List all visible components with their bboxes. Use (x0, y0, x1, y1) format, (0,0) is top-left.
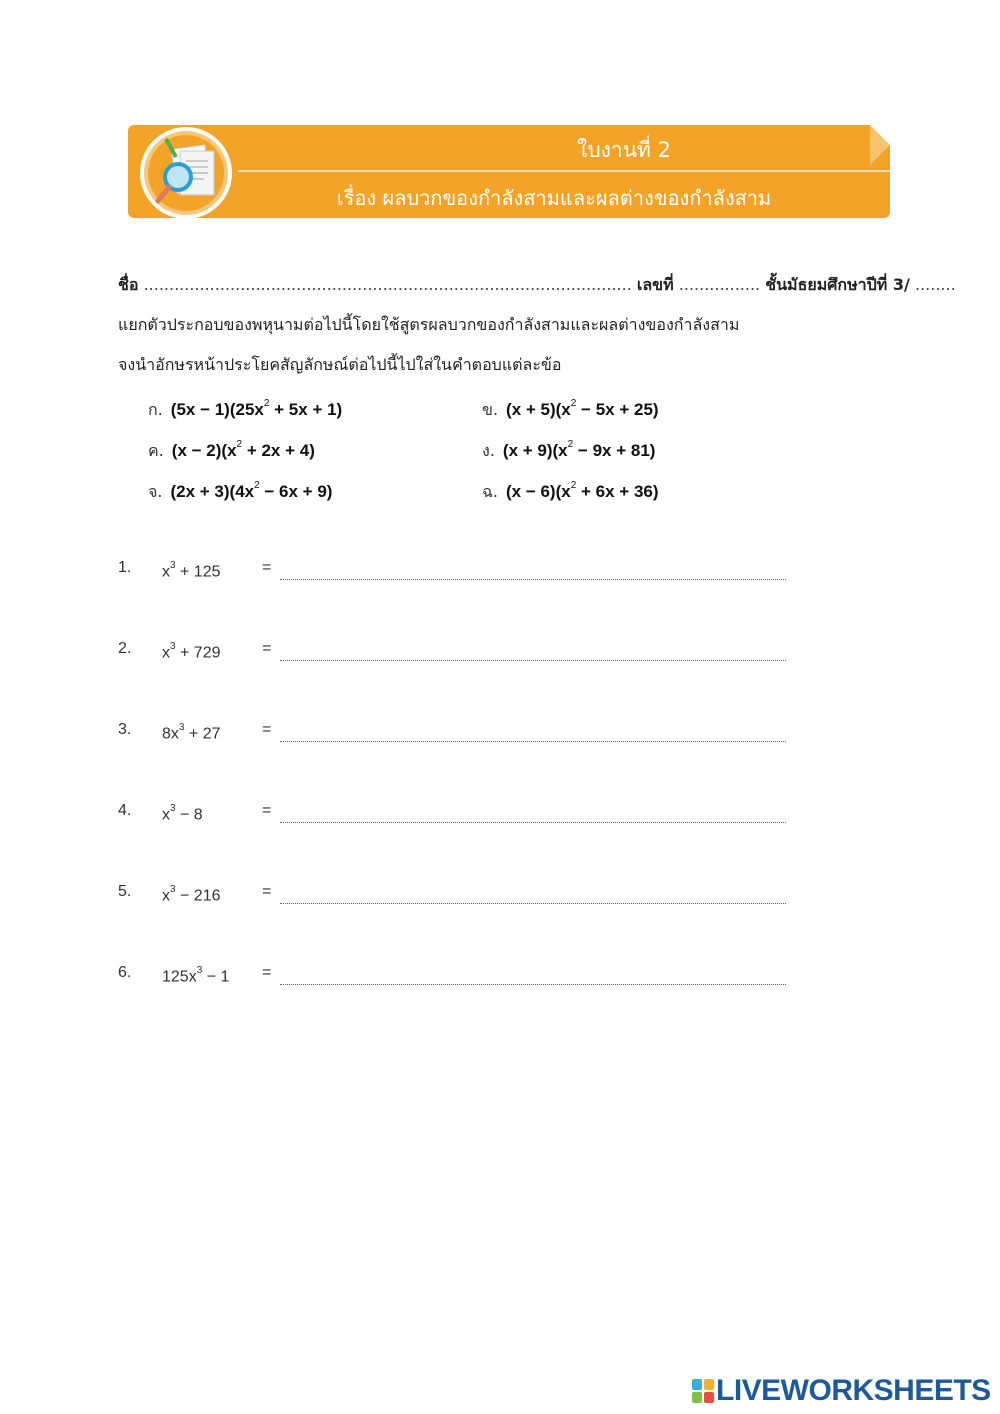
option-item (482, 393, 659, 423)
liveworksheets-logo[interactable] (692, 1376, 992, 1406)
question-expression: $x^3 + 125$ (162, 560, 221, 581)
answer-input[interactable] (280, 801, 786, 823)
question-row (118, 715, 798, 745)
student-info-line (118, 272, 956, 298)
answer-input[interactable] (280, 639, 786, 661)
class-label: ชั้นมัธยมศึกษาปีที่ 3/ (765, 275, 910, 294)
equals-sign: = (262, 802, 272, 819)
worksheet-subtitle: เรื่อง ผลบวกของกำลังสามและผลต่างของกำลังสาม (336, 186, 772, 210)
option-item (148, 475, 332, 505)
option-item (148, 393, 342, 423)
worksheet-title: ใบงานที่ 2 (577, 138, 671, 162)
number-label: เลขที่ (636, 275, 674, 294)
number-field[interactable]: ................ (678, 275, 761, 294)
worksheet-banner (128, 125, 890, 218)
question-expression: $x^3 - 216$ (162, 884, 221, 905)
liveworksheets-logo-text: LIVEWORKSHEETS (716, 1374, 991, 1407)
answer-input[interactable] (280, 720, 786, 742)
equals-sign: = (262, 559, 272, 576)
question-expression: $x^3 - 8$ (162, 803, 203, 824)
option-item (148, 434, 315, 464)
option-item (482, 475, 659, 505)
name-field[interactable]: ................................................................................................ (143, 275, 632, 294)
question-expression: $x^3 + 729$ (162, 641, 221, 662)
option-item (482, 434, 655, 464)
question-row (118, 877, 798, 907)
option-letter: ค. (148, 440, 164, 460)
option-expression: $(x + 9)(x^2 - 9x + 81)$ (502, 439, 656, 460)
question-expression: $125x^3 - 1$ (162, 965, 230, 986)
option-expression: $(x - 6)(x^2 + 6x + 36)$ (505, 480, 659, 501)
banner-divider (238, 170, 890, 172)
instruction-line-2: จงนำอักษรหน้าประโยคสัญลักษณ์ต่อไปนี้ไปใส่ในคำตอบแต่ละข้อ (118, 355, 562, 374)
question-row (118, 958, 798, 988)
question-number: 5. (118, 883, 132, 900)
answer-input[interactable] (280, 963, 786, 985)
question-row (118, 634, 798, 664)
question-number: 1. (118, 559, 132, 576)
option-expression: $(x + 5)(x^2 - 5x + 25)$ (506, 398, 659, 419)
option-letter: ฉ. (482, 481, 498, 501)
instruction-line-1: แยกตัวประกอบของพหุนามต่อไปนี้โดยใช้สูตรผลบวกของกำลังสามและผลต่างของกำลังสาม (118, 315, 740, 334)
question-number: 4. (118, 802, 132, 819)
question-number: 3. (118, 721, 132, 738)
answer-input[interactable] (280, 558, 786, 580)
option-expression: $(x - 2)(x^2 + 2x + 4)$ (171, 439, 315, 460)
question-row (118, 553, 798, 583)
liveworksheets-logo-icon (692, 1379, 714, 1403)
answer-input[interactable] (280, 882, 786, 904)
class-field[interactable]: ........ (914, 275, 956, 294)
name-label: ชื่อ (118, 275, 139, 294)
equals-sign: = (262, 721, 272, 738)
question-row (118, 796, 798, 826)
question-number: 6. (118, 964, 132, 981)
equals-sign: = (262, 964, 272, 981)
option-letter: ข. (482, 399, 499, 419)
question-expression: $8x^3 + 27$ (162, 722, 221, 743)
option-letter: ก. (148, 399, 163, 419)
option-expression: $(2x + 3)(4x^2 - 6x + 9)$ (170, 480, 333, 501)
equals-sign: = (262, 640, 272, 657)
option-letter: ง. (482, 440, 495, 460)
question-number: 2. (118, 640, 132, 657)
option-expression: $(5x - 1)(25x^2 + 5x + 1)$ (170, 398, 343, 419)
equals-sign: = (262, 883, 272, 900)
option-letter: จ. (148, 481, 163, 501)
